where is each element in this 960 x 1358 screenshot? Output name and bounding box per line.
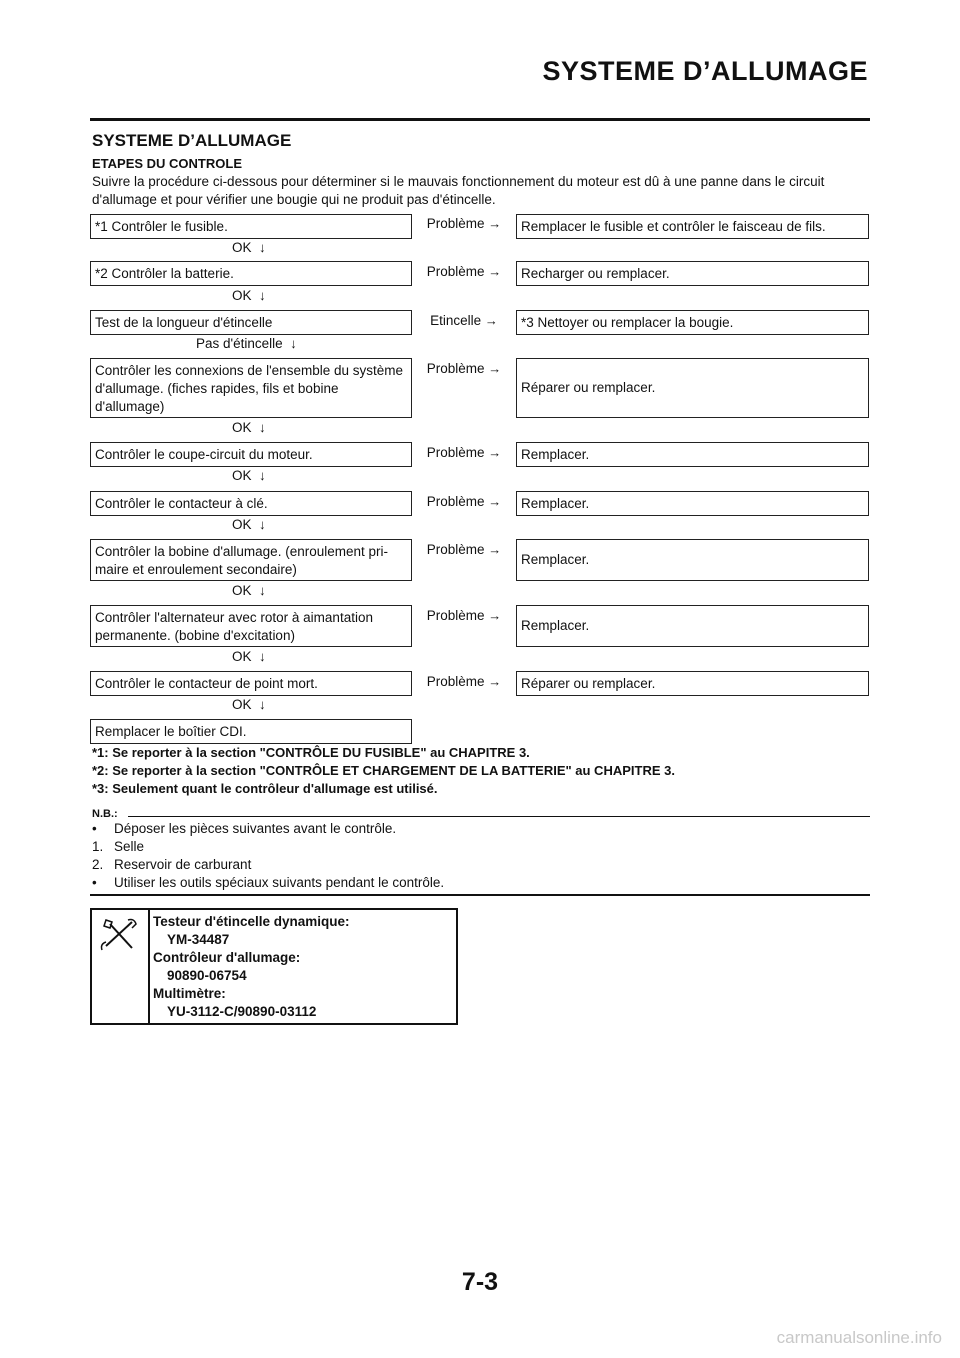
down-arrow-icon: ↓ [259, 240, 266, 255]
flow-check-box: Contrôler les connexions de l'ensemble du système d'allumage. (fiches rapides, fils et bobine d'allumage) [90, 358, 412, 418]
flow-action-box: Recharger ou remplacer. [516, 261, 869, 286]
flow-action-box: *3 Nettoyer ou remplacer la bougie. [516, 310, 869, 335]
flow-action-box: Réparer ou remplacer. [516, 358, 869, 418]
right-arrow-icon: → [488, 264, 502, 279]
intro-paragraph: Suivre la procédure ci-dessous pour déterminer si le mauvais fonctionnement du moteur est dû à une panne dans le circuit d'allumage et pour vérifier une bougie qui ne produit pas d'étincelle. [92, 174, 825, 207]
right-arrow-icon: → [488, 494, 502, 509]
flow-condition: Problème → [426, 608, 502, 623]
flow-next: OK ↓ [232, 240, 266, 255]
section-subtitle: ETAPES DU CONTROLE [92, 156, 242, 171]
tool-code: YU-3112-C/90890-03112 [167, 1004, 317, 1019]
flow-action-box: Remplacer le fusible et contrôler le faisceau de fils. [516, 214, 869, 239]
flow-condition: Problème → [426, 445, 502, 460]
right-arrow-icon: → [488, 361, 502, 376]
footnote: *2: Se reporter à la section "CONTRÔLE ET CHARGEMENT DE LA BATTERIE" au CHAPITRE 3. [92, 763, 675, 778]
down-arrow-icon: ↓ [290, 336, 297, 351]
down-arrow-icon: ↓ [259, 583, 266, 598]
flow-check-box: Contrôler le contacteur de point mort. [90, 671, 412, 696]
flow-condition: Etincelle → [430, 313, 498, 328]
right-arrow-icon: → [488, 216, 502, 231]
section-title: SYSTEME D’ALLUMAGE [92, 131, 292, 150]
down-arrow-icon: ↓ [259, 517, 266, 532]
flow-next: OK ↓ [232, 420, 266, 435]
wrench-tool-icon [92, 910, 150, 1023]
flow-next: OK ↓ [232, 649, 266, 664]
flow-condition: Problème → [426, 264, 502, 279]
tool-name: Contrôleur d'allumage: [153, 950, 301, 965]
flow-action-box: Réparer ou remplacer. [516, 671, 869, 696]
flow-check-box: Contrôler la bobine d'allumage. (enroulement pri-maire et enroulement secondaire) [90, 539, 412, 581]
down-arrow-icon: ↓ [259, 649, 266, 664]
down-arrow-icon: ↓ [259, 468, 266, 483]
list-item: • Utiliser les outils spéciaux suivants pendant le contrôle. [92, 875, 445, 890]
flow-action-box: Remplacer. [516, 442, 869, 467]
tool-name: Multimètre: [153, 986, 226, 1001]
nb-list [92, 820, 444, 892]
flow-check-box: Contrôler le contacteur à clé. [90, 491, 412, 516]
tool-code: 90890-06754 [167, 968, 247, 983]
flow-next: OK ↓ [232, 288, 266, 303]
list-item: • Déposer les pièces suivantes avant le contrôle. [92, 821, 397, 836]
footnote: *3: Seulement quant le contrôleur d'allumage est utilisé. [92, 781, 438, 796]
right-arrow-icon: → [488, 445, 502, 460]
right-arrow-icon: → [488, 674, 502, 689]
tool-name: Testeur d'étincelle dynamique: [153, 914, 350, 929]
special-tools-box [90, 908, 458, 1025]
flow-next: OK ↓ [232, 583, 266, 598]
flow-check-box: Test de la longueur d'étincelle [90, 310, 412, 335]
down-arrow-icon: ↓ [259, 697, 266, 712]
header-rule [90, 118, 870, 121]
footnotes [92, 744, 675, 798]
right-arrow-icon: → [488, 608, 502, 623]
footnote: *1: Se reporter à la section "CONTRÔLE DU FUSIBLE" au CHAPITRE 3. [92, 745, 530, 760]
flow-condition: Problème → [426, 216, 502, 231]
flow-check-box: Contrôler l'alternateur avec rotor à aimantation permanente. (bobine d'excitation) [90, 605, 412, 647]
down-arrow-icon: ↓ [259, 420, 266, 435]
page-header-title: SYSTEME D’ALLUMAGE [542, 56, 868, 86]
flow-next: OK ↓ [232, 468, 266, 483]
nb-rule [128, 816, 870, 817]
watermark: carmanualsonline.info [776, 1328, 942, 1347]
flow-condition: Problème → [426, 361, 502, 376]
right-arrow-icon: → [484, 313, 498, 328]
tool-code: YM-34487 [167, 932, 230, 947]
right-arrow-icon: → [488, 542, 502, 557]
flow-next: Pas d'étincelle ↓ [196, 336, 297, 351]
nb-label: N.B.: [92, 808, 118, 820]
special-tools-list [153, 913, 350, 1021]
nb-end-rule [90, 894, 870, 896]
list-item: 1. Selle [92, 839, 145, 854]
flow-check-box: *1 Contrôler le fusible. [90, 214, 412, 239]
flow-check-box: *2 Contrôler la batterie. [90, 261, 412, 286]
flow-next: OK ↓ [232, 697, 266, 712]
flow-action-box: Remplacer. [516, 539, 869, 581]
flow-check-box: Remplacer le boîtier CDI. [90, 719, 412, 744]
page-number: 7-3 [461, 1268, 499, 1296]
flow-action-box: Remplacer. [516, 605, 869, 647]
down-arrow-icon: ↓ [259, 288, 266, 303]
flow-condition: Problème → [426, 542, 502, 557]
flow-next: OK ↓ [232, 517, 266, 532]
flow-action-box: Remplacer. [516, 491, 869, 516]
list-item: 2. Reservoir de carburant [92, 857, 252, 872]
flow-check-box: Contrôler le coupe-circuit du moteur. [90, 442, 412, 467]
flow-condition: Problème → [426, 674, 502, 689]
flow-condition: Problème → [426, 494, 502, 509]
